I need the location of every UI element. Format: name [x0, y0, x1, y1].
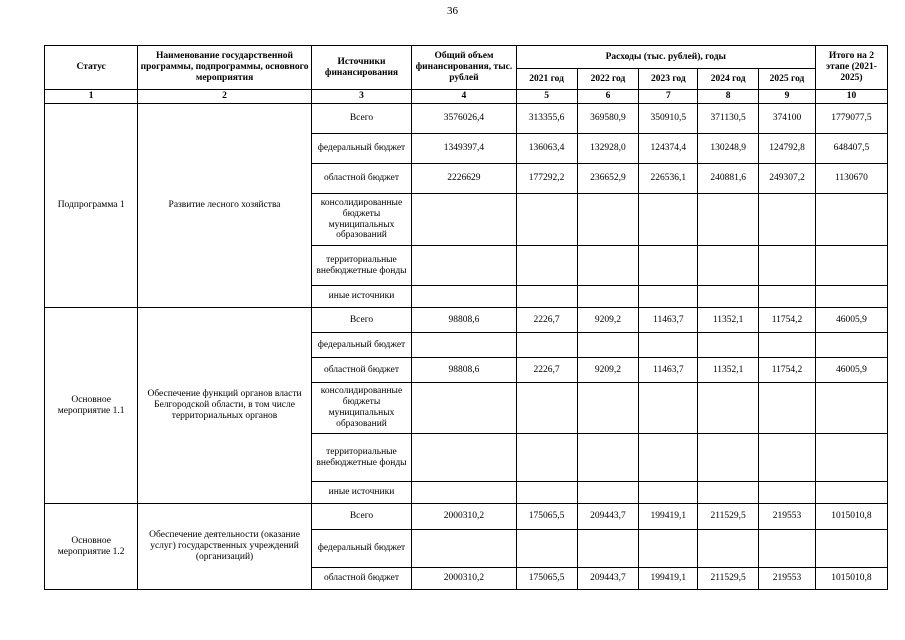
year-cell: 209443,7: [577, 504, 639, 530]
status-cell: Основное мероприятие 1.2: [45, 504, 138, 590]
year-cell: 136063,4: [516, 134, 577, 164]
column-number: 3: [311, 90, 411, 104]
year-cell: [698, 286, 759, 308]
stage-total-cell: [815, 383, 887, 434]
source-cell: иные источники: [311, 286, 411, 308]
year-cell: [639, 530, 698, 568]
year-cell: 209443,7: [577, 568, 639, 590]
year-cell: [759, 333, 816, 358]
stage-total-cell: [815, 246, 887, 286]
program-name-cell: Обеспечение функций органов власти Белгородской области, в том числе территориальных органов: [138, 308, 311, 504]
year-cell: 219553: [759, 504, 816, 530]
stage-total-cell: 1015010,8: [815, 504, 887, 530]
column-number: 1: [45, 90, 138, 104]
financing-table: [44, 45, 888, 590]
year-cell: [698, 246, 759, 286]
year-cell: 249307,2: [759, 164, 816, 194]
source-cell: областной бюджет: [311, 358, 411, 383]
year-cell: 211529,5: [698, 504, 759, 530]
year-cell: [639, 286, 698, 308]
year-cell: 236652,9: [577, 164, 639, 194]
total-cell: 3576026,4: [412, 104, 516, 134]
source-cell: областной бюджет: [311, 164, 411, 194]
year-cell: [577, 482, 639, 504]
header-source: Источники финансирования: [311, 46, 411, 90]
total-cell: 2000310,2: [412, 568, 516, 590]
year-cell: [516, 530, 577, 568]
year-cell: 9209,2: [577, 308, 639, 333]
year-cell: [698, 333, 759, 358]
total-cell: [412, 246, 516, 286]
source-cell: областной бюджет: [311, 568, 411, 590]
total-cell: [412, 434, 516, 482]
stage-total-cell: 46005,9: [815, 358, 887, 383]
table-row: [45, 308, 888, 333]
year-cell: 211529,5: [698, 568, 759, 590]
stage-total-cell: 648407,5: [815, 134, 887, 164]
total-cell: 2000310,2: [412, 504, 516, 530]
year-cell: 11463,7: [639, 358, 698, 383]
column-number: 4: [412, 90, 516, 104]
year-cell: 371130,5: [698, 104, 759, 134]
year-cell: 199419,1: [639, 568, 698, 590]
year-cell: [577, 194, 639, 246]
year-cell: [516, 383, 577, 434]
year-cell: 219553: [759, 568, 816, 590]
source-cell: консолидированные бюджеты муниципальных образований: [311, 194, 411, 246]
source-cell: федеральный бюджет: [311, 530, 411, 568]
year-cell: [516, 286, 577, 308]
column-number: 10: [815, 90, 887, 104]
total-cell: [412, 333, 516, 358]
year-cell: 11352,1: [698, 358, 759, 383]
header-year: 2021 год: [516, 69, 577, 90]
year-cell: 374100: [759, 104, 816, 134]
stage-total-cell: 1779077,5: [815, 104, 887, 134]
stage-total-cell: [815, 333, 887, 358]
year-cell: 11754,2: [759, 358, 816, 383]
stage-total-cell: [815, 194, 887, 246]
header-year: 2025 год: [759, 69, 816, 90]
year-cell: [759, 286, 816, 308]
year-cell: 124374,4: [639, 134, 698, 164]
header-year: 2024 год: [698, 69, 759, 90]
year-cell: [577, 530, 639, 568]
year-cell: [516, 434, 577, 482]
header-status: Статус: [45, 46, 138, 90]
header-stage-total: Итого на 2 этапе (2021-2025): [815, 46, 887, 90]
year-cell: [698, 434, 759, 482]
total-cell: [412, 482, 516, 504]
total-cell: 2226629: [412, 164, 516, 194]
column-number: 6: [577, 90, 639, 104]
year-cell: [759, 482, 816, 504]
year-cell: [577, 383, 639, 434]
source-cell: Всего: [311, 504, 411, 530]
year-cell: [639, 434, 698, 482]
year-cell: 130248,9: [698, 134, 759, 164]
year-cell: [639, 482, 698, 504]
year-cell: 132928,0: [577, 134, 639, 164]
source-cell: федеральный бюджет: [311, 134, 411, 164]
stage-total-cell: 1130670: [815, 164, 887, 194]
year-cell: [759, 383, 816, 434]
year-cell: 199419,1: [639, 504, 698, 530]
year-cell: 177292,2: [516, 164, 577, 194]
header-year: 2022 год: [577, 69, 639, 90]
year-cell: [516, 194, 577, 246]
total-cell: [412, 286, 516, 308]
year-cell: [577, 333, 639, 358]
year-cell: [698, 383, 759, 434]
year-cell: [759, 194, 816, 246]
year-cell: [639, 246, 698, 286]
total-cell: [412, 530, 516, 568]
year-cell: [698, 194, 759, 246]
program-name-cell: Обеспечение деятельности (оказание услуг) государственных учреждений (организаций): [138, 504, 311, 590]
source-cell: федеральный бюджет: [311, 333, 411, 358]
column-number: 8: [698, 90, 759, 104]
program-name-cell: Развитие лесного хозяйства: [138, 104, 311, 308]
header-year: 2023 год: [639, 69, 698, 90]
year-cell: 350910,5: [639, 104, 698, 134]
year-cell: 240881,6: [698, 164, 759, 194]
stage-total-cell: [815, 286, 887, 308]
stage-total-cell: [815, 434, 887, 482]
column-number: 2: [138, 90, 311, 104]
year-cell: [639, 383, 698, 434]
total-cell: [412, 194, 516, 246]
stage-total-cell: [815, 482, 887, 504]
year-cell: 9209,2: [577, 358, 639, 383]
column-number: 7: [639, 90, 698, 104]
header-total: Общий объем финансирования, тыс. рублей: [412, 46, 516, 90]
source-cell: иные источники: [311, 482, 411, 504]
year-cell: 11352,1: [698, 308, 759, 333]
stage-total-cell: 46005,9: [815, 308, 887, 333]
stage-total-cell: [815, 530, 887, 568]
source-cell: Всего: [311, 104, 411, 134]
year-cell: [639, 194, 698, 246]
total-cell: 98808,6: [412, 358, 516, 383]
year-cell: [759, 530, 816, 568]
total-cell: [412, 383, 516, 434]
year-cell: [759, 246, 816, 286]
year-cell: 369580,9: [577, 104, 639, 134]
column-number: 9: [759, 90, 816, 104]
table-header: [45, 46, 888, 104]
year-cell: [577, 246, 639, 286]
year-cell: 124792,8: [759, 134, 816, 164]
source-cell: территориальные внебюджетные фонды: [311, 246, 411, 286]
year-cell: 11754,2: [759, 308, 816, 333]
year-cell: [698, 530, 759, 568]
total-cell: 1349397,4: [412, 134, 516, 164]
year-cell: [577, 434, 639, 482]
header-expenses: Расходы (тыс. рублей), годы: [516, 46, 815, 69]
table-body: [45, 104, 888, 590]
year-cell: 2226,7: [516, 308, 577, 333]
year-cell: [516, 246, 577, 286]
year-cell: 313355,6: [516, 104, 577, 134]
table-row: [45, 504, 888, 530]
status-cell: Основное мероприятие 1.1: [45, 308, 138, 504]
year-cell: 175065,5: [516, 568, 577, 590]
column-number: 5: [516, 90, 577, 104]
table-row: [45, 104, 888, 134]
status-cell: Подпрограмма 1: [45, 104, 138, 308]
source-cell: территориальные внебюджетные фонды: [311, 434, 411, 482]
header-name: Наименование государственной программы, подпрограммы, основного мероприятия: [138, 46, 311, 90]
source-cell: консолидированные бюджеты муниципальных образований: [311, 383, 411, 434]
total-cell: 98808,6: [412, 308, 516, 333]
year-cell: [639, 333, 698, 358]
year-cell: [577, 286, 639, 308]
year-cell: 11463,7: [639, 308, 698, 333]
year-cell: 226536,1: [639, 164, 698, 194]
year-cell: [759, 434, 816, 482]
year-cell: [516, 333, 577, 358]
source-cell: Всего: [311, 308, 411, 333]
year-cell: [698, 482, 759, 504]
year-cell: [516, 482, 577, 504]
year-cell: 175065,5: [516, 504, 577, 530]
page-number: 36: [447, 5, 458, 17]
stage-total-cell: 1015010,8: [815, 568, 887, 590]
year-cell: 2226,7: [516, 358, 577, 383]
